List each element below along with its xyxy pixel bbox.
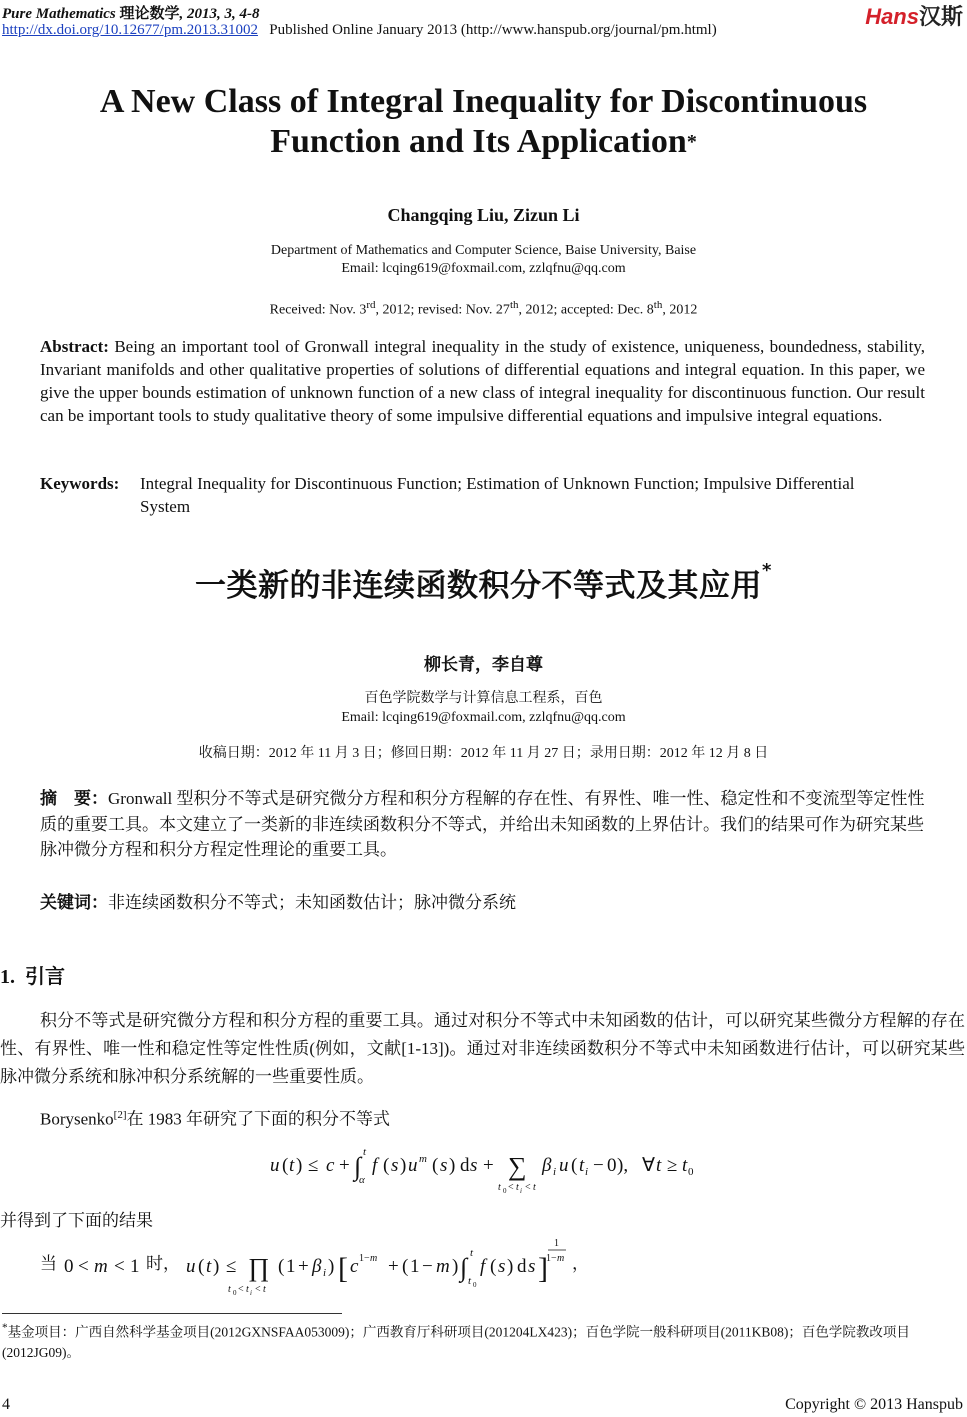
received-part: , 2012; accepted: Dec. 8 xyxy=(518,302,654,318)
journal-name: Pure Mathematics xyxy=(2,6,116,22)
english-affiliation: Department of Mathematics and Computer Science, Baise University, Baise xyxy=(270,243,697,258)
svg-text:(: ( xyxy=(402,1256,409,1277)
svg-text:): ) xyxy=(452,1256,459,1277)
section-title: 引言 xyxy=(25,964,65,988)
svg-text:u: u xyxy=(186,1256,196,1277)
section-heading xyxy=(0,960,65,989)
logo-text-cn: 汉斯 xyxy=(918,4,963,29)
equation-trailing-comma: ， xyxy=(572,1254,589,1273)
svg-text:0: 0 xyxy=(64,1256,74,1277)
svg-text:t: t xyxy=(246,1284,249,1295)
svg-text:): ) xyxy=(296,1155,303,1176)
svg-text:1: 1 xyxy=(286,1256,296,1277)
svg-text:<: < xyxy=(525,1182,531,1193)
chinese-abstract xyxy=(40,786,930,862)
svg-text:d: d xyxy=(460,1155,470,1176)
footnote-text: 基金项目：广西自然科学基金项目(2012GXNSFAA053009)；广西教育厅科研项目(201204LX423)；百色学院一般科研项目(2011KB08)；百色学院教改项目(2012JG09)。 xyxy=(2,1324,910,1360)
svg-text:): ) xyxy=(213,1256,220,1277)
svg-text:t: t xyxy=(228,1284,231,1295)
svg-text:m: m xyxy=(557,1253,565,1264)
svg-text:t: t xyxy=(289,1155,295,1176)
svg-text:f: f xyxy=(480,1256,486,1277)
svg-text:i: i xyxy=(585,1166,589,1178)
svg-text:): ) xyxy=(328,1256,335,1277)
chinese-keywords xyxy=(40,888,516,913)
english-title-line-1: A New Class of Integral Inequality for Discontinuous xyxy=(99,83,868,120)
svg-text:s: s xyxy=(440,1155,448,1176)
svg-text:≥: ≥ xyxy=(667,1155,678,1176)
svg-text:): ) xyxy=(449,1155,456,1176)
svg-text:i: i xyxy=(520,1187,522,1194)
svg-text:m: m xyxy=(419,1153,427,1165)
result-equation xyxy=(60,1236,580,1302)
svg-text:∑: ∑ xyxy=(508,1152,527,1181)
svg-text:c: c xyxy=(326,1155,335,1176)
svg-text:0: 0 xyxy=(503,1187,507,1194)
inequality-equation xyxy=(262,1138,712,1194)
svg-text:c: c xyxy=(350,1256,359,1277)
doi-link[interactable]: http://dx.doi.org/10.12677/pm.2013.31002 xyxy=(2,22,258,38)
footnote xyxy=(2,1318,964,1363)
received-part: , 2012 xyxy=(662,302,698,318)
svg-text:<: < xyxy=(114,1256,125,1277)
intro-paragraph-2 xyxy=(0,1101,965,1134)
svg-text:d: d xyxy=(517,1256,527,1277)
svg-text:t: t xyxy=(516,1182,519,1193)
svg-text:(: ( xyxy=(432,1155,439,1176)
svg-text:]: ] xyxy=(538,1252,548,1285)
svg-text:s: s xyxy=(528,1256,536,1277)
svg-text:∏: ∏ xyxy=(248,1253,270,1282)
abstract-label: Abstract: xyxy=(40,337,109,356)
svg-text:1−: 1− xyxy=(359,1253,370,1264)
journal-name-cn: 理论数学 xyxy=(119,6,180,22)
received-sup: th xyxy=(653,299,663,311)
received-part: , 2012; revised: Nov. 27 xyxy=(375,302,510,318)
chinese-title-mark: * xyxy=(762,560,772,581)
chinese-affiliation: 百色学院数学与计算信息工程系，百色 xyxy=(364,691,603,706)
svg-text:∫: ∫ xyxy=(460,1253,468,1282)
english-abstract xyxy=(40,335,925,427)
svg-text:1: 1 xyxy=(410,1256,420,1277)
chinese-title xyxy=(0,560,967,605)
svg-text:(: ( xyxy=(278,1256,285,1277)
svg-text:t: t xyxy=(533,1182,536,1193)
page-number: 4 xyxy=(2,1396,10,1413)
received-part: Received: Nov. 3 xyxy=(269,302,367,318)
english-title xyxy=(0,82,967,162)
svg-text:t: t xyxy=(363,1146,367,1158)
svg-text:m: m xyxy=(94,1256,108,1277)
svg-text:+: + xyxy=(339,1155,350,1176)
logo-text: Hans xyxy=(865,4,919,29)
svg-text:[: [ xyxy=(338,1252,348,1285)
svg-text:0: 0 xyxy=(233,1289,237,1297)
section-number: 1. xyxy=(0,966,15,988)
svg-text:∀: ∀ xyxy=(642,1155,655,1176)
intro-paragraph-3: 并得到了下面的结果 xyxy=(0,1211,153,1230)
svg-text:t: t xyxy=(470,1247,474,1259)
svg-text:i: i xyxy=(553,1166,557,1178)
svg-text:m: m xyxy=(436,1256,450,1277)
footnote-mark: * xyxy=(2,1322,8,1334)
svg-text:(: ( xyxy=(490,1256,497,1277)
svg-text:(: ( xyxy=(198,1256,205,1277)
english-received-dates xyxy=(0,296,967,320)
svg-text:<: < xyxy=(508,1182,514,1193)
svg-text:0: 0 xyxy=(607,1155,617,1176)
svg-text:s: s xyxy=(498,1256,506,1277)
svg-text:−: − xyxy=(593,1155,604,1176)
svg-text:<: < xyxy=(78,1256,89,1277)
chinese-dates: 收稿日期：2012 年 11 月 3 日；修回日期：2012 年 11 月 27 日；录用日期：2012 年 12 月 8 日 xyxy=(198,746,769,761)
svg-text:+: + xyxy=(483,1155,494,1176)
svg-text:+: + xyxy=(388,1256,399,1277)
svg-text:+: + xyxy=(298,1256,309,1277)
svg-text:): ) xyxy=(507,1256,514,1277)
svg-text:),: ), xyxy=(617,1155,629,1176)
svg-text:u: u xyxy=(559,1155,569,1176)
title-footnote-mark: * xyxy=(686,131,697,153)
abstract-text: Being an important tool of Gronwall integral inequality in the study of existence, uniqueness, boundedness, stability, Invariant manifolds and other qualitative properties of solutions of differential equations and integral equation. In this paper, we give the upper bounds estimation of unknown function of a new class of integral inequality for discontinuous function. Our result can be important tools to study qualitative theory of some impulsive differential equations and impulsive integral equations. xyxy=(40,337,926,425)
keywords-text: Integral Inequality for Discontinuous Function; Estimation of Unknown Function; Impulsive Differential System xyxy=(140,474,855,516)
svg-text:1: 1 xyxy=(130,1256,140,1277)
author-name: Borysenko xyxy=(40,1109,114,1129)
result-condition xyxy=(40,1249,57,1274)
chinese-abstract-text: Gronwall 型积分不等式是研究微分方程和积分方程解的存在性、有界性、唯一性、稳定性和不变流型等定性性质的重要工具。本文建立了一类新的非连续函数积分不等式，并给出未知函数的上界估计。我们的结果可作为研究某些脉冲微分方程和积分方程定性理论的重要工具。 xyxy=(40,789,925,859)
svg-text:t: t xyxy=(468,1275,472,1287)
svg-text:t: t xyxy=(498,1182,501,1193)
svg-text:t: t xyxy=(206,1256,212,1277)
svg-text:∫: ∫ xyxy=(354,1152,362,1181)
journal-issue: , 2013, 3, 4-8 xyxy=(179,6,260,22)
svg-text:s: s xyxy=(470,1155,478,1176)
svg-text:1−: 1− xyxy=(546,1253,557,1264)
citation-ref: [2] xyxy=(113,1109,127,1121)
svg-text:u: u xyxy=(270,1155,280,1176)
journal-header xyxy=(2,2,260,23)
chinese-abstract-label: 摘 要： xyxy=(40,789,108,809)
svg-text:t: t xyxy=(579,1155,585,1176)
svg-text:f: f xyxy=(372,1155,378,1176)
english-keywords xyxy=(40,472,855,516)
chinese-title-text: 一类新的非连续函数积分不等式及其应用 xyxy=(195,568,763,604)
svg-text:t: t xyxy=(682,1155,688,1176)
paragraph-rest: 在 1983 年研究了下面的积分不等式 xyxy=(126,1109,390,1129)
published-text: Published Online January 2013 (http://www.hanspub.org/journal/pm.html) xyxy=(269,22,717,38)
received-sup: th xyxy=(509,299,519,311)
svg-text:m: m xyxy=(370,1253,378,1264)
english-email: Email: lcqing619@foxmail.com, zzlqfnu@qq.com xyxy=(341,261,626,276)
svg-text:i: i xyxy=(250,1289,252,1297)
svg-text:s: s xyxy=(391,1155,399,1176)
svg-text:t: t xyxy=(656,1155,662,1176)
svg-text:(: ( xyxy=(282,1155,289,1176)
english-authors: Changqing Liu, Zizun Li xyxy=(387,205,580,225)
svg-text:0: 0 xyxy=(473,1281,477,1289)
svg-text:≤: ≤ xyxy=(226,1256,237,1277)
condition-prefix: 当 xyxy=(40,1254,57,1273)
svg-text:0: 0 xyxy=(688,1166,694,1178)
chinese-keywords-text: 非连续函数积分不等式；未知函数估计；脉冲微分系统 xyxy=(108,893,516,912)
header-line-2 xyxy=(2,22,717,39)
intro-paragraph-1: 积分不等式是研究微分方程和积分方程的重要工具。通过对积分不等式中未知函数的估计，可以研究某些微分方程解的存在性、有界性、唯一性和稳定性等定性性质(例如，文献[1-13])。通过对非连续函数积分不等式中未知函数进行估计，可以研究某些脉冲微分系统和脉冲积分系统解的一些重要性质。 xyxy=(0,1011,965,1086)
condition-suffix: 时， xyxy=(146,1254,180,1273)
svg-text:(: ( xyxy=(571,1155,578,1176)
copyright: Copyright © 2013 Hanspub xyxy=(785,1396,963,1413)
received-sup: rd xyxy=(366,299,376,311)
chinese-authors: 柳长青，李自尊 xyxy=(424,655,543,674)
english-title-line-2: Function and Its Application xyxy=(270,123,687,160)
svg-text:<: < xyxy=(238,1284,244,1295)
chinese-email: Email: lcqing619@foxmail.com, zzlqfnu@qq.com xyxy=(341,710,626,725)
keywords-label: Keywords: xyxy=(40,474,120,493)
svg-text:1: 1 xyxy=(554,1238,559,1249)
hans-logo xyxy=(865,0,963,31)
svg-text:α: α xyxy=(359,1174,365,1186)
svg-text:u: u xyxy=(408,1155,418,1176)
svg-text:−: − xyxy=(422,1256,433,1277)
svg-text:≤: ≤ xyxy=(308,1155,319,1176)
svg-text:(: ( xyxy=(383,1155,390,1176)
svg-text:β: β xyxy=(312,1256,322,1277)
svg-text:i: i xyxy=(323,1267,327,1279)
svg-text:β: β xyxy=(542,1155,552,1176)
svg-text:): ) xyxy=(400,1155,407,1176)
svg-text:t: t xyxy=(263,1284,266,1295)
chinese-keywords-label: 关键词： xyxy=(40,893,108,913)
footnote-divider xyxy=(2,1313,342,1314)
svg-text:<: < xyxy=(255,1284,261,1295)
